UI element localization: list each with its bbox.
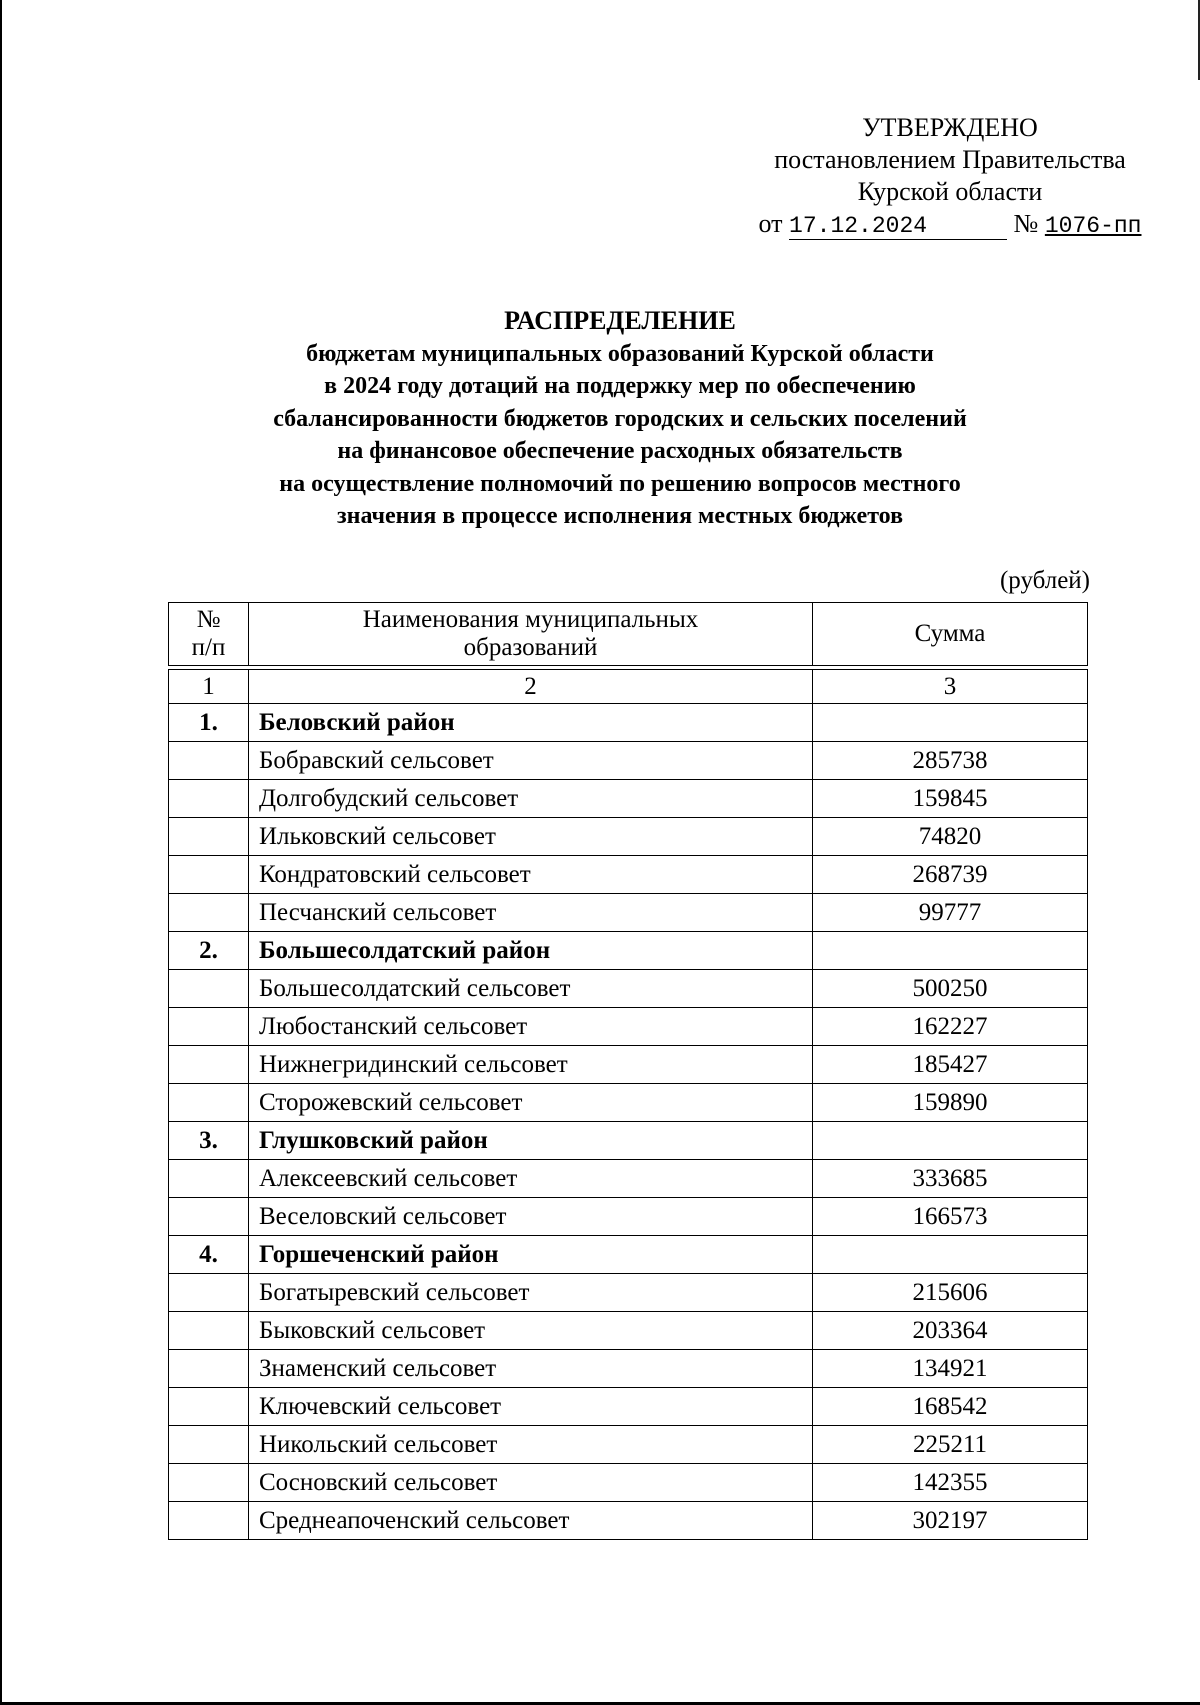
district-name: Беловский район	[249, 704, 813, 742]
municipality-name: Никольский сельсовет	[249, 1426, 813, 1464]
municipality-sum: 215606	[813, 1274, 1088, 1312]
table-row	[169, 1274, 1088, 1312]
row-number	[169, 1312, 249, 1350]
municipality-sum: 142355	[813, 1464, 1088, 1502]
row-number	[169, 1426, 249, 1464]
row-number	[169, 1502, 249, 1540]
municipality-name: Веселовский сельсовет	[249, 1198, 813, 1236]
row-number	[169, 1160, 249, 1198]
municipality-sum: 268739	[813, 856, 1088, 894]
district-number: 2.	[169, 932, 249, 970]
header-name-line1: Наименования муниципальных	[362, 606, 699, 633]
municipality-name: Сосновский сельсовет	[249, 1464, 813, 1502]
table-row	[169, 1350, 1088, 1388]
table-row	[169, 742, 1088, 780]
table-header-row	[169, 603, 1088, 666]
district-name: Горшеченский район	[249, 1236, 813, 1274]
municipality-name: Большесолдатский сельсовет	[249, 970, 813, 1008]
column-number: 2	[249, 670, 813, 704]
district-sum	[813, 1122, 1088, 1160]
table-row	[169, 856, 1088, 894]
municipality-name: Богатыревский сельсовет	[249, 1274, 813, 1312]
header-sum: Сумма	[813, 603, 1088, 666]
municipality-name: Среднеапоченский сельсовет	[249, 1502, 813, 1540]
municipality-sum: 162227	[813, 1008, 1088, 1046]
title-line: бюджетам муниципальных образований Курской области	[306, 340, 934, 367]
municipality-sum: 159890	[813, 1084, 1088, 1122]
table-row	[169, 1464, 1088, 1502]
municipality-name: Бобравский сельсовет	[249, 742, 813, 780]
distribution-table	[168, 602, 1088, 1540]
row-number	[169, 1008, 249, 1046]
header-num-symbol: №	[196, 606, 221, 633]
currency-unit: (рублей)	[999, 567, 1090, 594]
approval-stamp	[690, 112, 1200, 242]
title-line: значения в процессе исполнения местных бюджетов	[336, 503, 904, 529]
municipality-sum: 168542	[813, 1388, 1088, 1426]
title-line: в 2024 году дотаций на поддержку мер по обеспечению	[324, 373, 916, 399]
date-prefix: от	[758, 209, 783, 238]
document-title	[150, 305, 1090, 533]
header-name	[249, 603, 813, 666]
district-row	[169, 704, 1088, 742]
row-number	[169, 1046, 249, 1084]
row-number	[169, 856, 249, 894]
column-number: 3	[813, 670, 1088, 704]
municipality-name: Быковский сельсовет	[249, 1312, 813, 1350]
municipality-sum: 225211	[813, 1426, 1088, 1464]
municipality-name: Любостанский сельсовет	[249, 1008, 813, 1046]
table-row	[169, 780, 1088, 818]
approval-date-value: 17.12.2024	[789, 213, 928, 239]
municipality-name: Нижнегридинский сельсовет	[249, 1046, 813, 1084]
table-row	[169, 1046, 1088, 1084]
row-number	[169, 1464, 249, 1502]
municipality-name: Песчанский сельсовет	[249, 894, 813, 932]
table-row	[169, 970, 1088, 1008]
approval-number: 1076-пп	[1044, 213, 1142, 239]
municipality-sum: 134921	[813, 1350, 1088, 1388]
row-number	[169, 1084, 249, 1122]
municipality-sum: 203364	[813, 1312, 1088, 1350]
row-number	[169, 1388, 249, 1426]
table-row	[169, 1198, 1088, 1236]
municipality-name: Алексеевский сельсовет	[249, 1160, 813, 1198]
header-num	[169, 603, 249, 666]
approval-date-line	[690, 208, 1200, 242]
table-row	[169, 818, 1088, 856]
municipality-sum: 302197	[813, 1502, 1088, 1540]
row-number	[169, 1198, 249, 1236]
table-row	[169, 1084, 1088, 1122]
district-sum	[813, 932, 1088, 970]
scan-edge-left	[0, 0, 2, 1705]
row-number	[169, 742, 249, 780]
municipality-name: Ильковский сельсовет	[249, 818, 813, 856]
header-name-line2: образований	[463, 634, 598, 661]
approval-region: Курской области	[857, 177, 1043, 206]
municipality-sum: 159845	[813, 780, 1088, 818]
district-row	[169, 1236, 1088, 1274]
table-row	[169, 1312, 1088, 1350]
municipality-sum: 285738	[813, 742, 1088, 780]
municipality-name: Кондратовский сельсовет	[249, 856, 813, 894]
table-row	[169, 1160, 1088, 1198]
district-sum	[813, 1236, 1088, 1274]
title-line: на финансовое обеспечение расходных обязательств	[337, 438, 903, 464]
title-line: на осуществление полномочий по решению вопросов местного	[279, 470, 961, 497]
row-number	[169, 1350, 249, 1388]
municipality-name: Ключевский сельсовет	[249, 1388, 813, 1426]
district-sum	[813, 704, 1088, 742]
header-num-label: п/п	[191, 634, 226, 661]
table-row	[169, 1426, 1088, 1464]
district-number: 1.	[169, 704, 249, 742]
municipality-sum: 333685	[813, 1160, 1088, 1198]
district-number: 3.	[169, 1122, 249, 1160]
municipality-name: Сторожевский сельсовет	[249, 1084, 813, 1122]
row-number	[169, 818, 249, 856]
municipality-name: Знаменский сельсовет	[249, 1350, 813, 1388]
municipality-sum: 99777	[813, 894, 1088, 932]
row-number	[169, 1274, 249, 1312]
municipality-sum: 74820	[813, 818, 1088, 856]
district-name: Глушковский район	[249, 1122, 813, 1160]
municipality-sum: 185427	[813, 1046, 1088, 1084]
approval-authority: постановлением Правительства	[774, 145, 1126, 174]
table-row	[169, 1502, 1088, 1540]
table-row	[169, 1388, 1088, 1426]
row-number	[169, 780, 249, 818]
district-number: 4.	[169, 1236, 249, 1274]
row-number	[169, 970, 249, 1008]
approval-heading: УТВЕРЖДЕНО	[862, 113, 1038, 142]
approval-date	[789, 213, 1007, 240]
district-row	[169, 932, 1088, 970]
row-number	[169, 894, 249, 932]
table-row	[169, 1008, 1088, 1046]
municipality-sum: 166573	[813, 1198, 1088, 1236]
column-number-row	[169, 670, 1088, 704]
district-row	[169, 1122, 1088, 1160]
number-prefix: №	[1013, 209, 1039, 238]
district-name: Большесолдатский район	[249, 932, 813, 970]
municipality-name: Долгобудский сельсовет	[249, 780, 813, 818]
table-row	[169, 894, 1088, 932]
title-line: сбалансированности бюджетов городских и сельских поселений	[273, 405, 967, 432]
title-main: РАСПРЕДЕЛЕНИЕ	[504, 306, 736, 335]
municipality-sum: 500250	[813, 970, 1088, 1008]
column-number: 1	[169, 670, 249, 704]
